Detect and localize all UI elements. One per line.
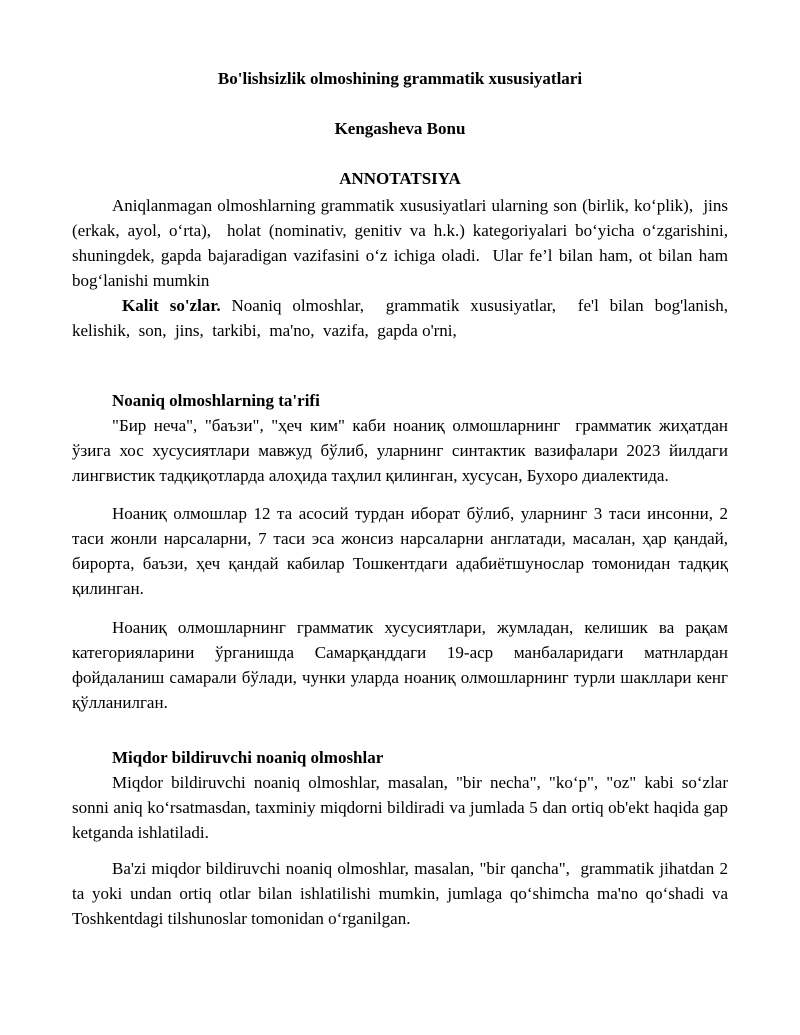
keywords-label: Kalit so'zlar. bbox=[122, 296, 221, 315]
annotation-paragraph: Aniqlanmagan olmoshlarning grammatik xususiyatlari ularning son (birlik, ko‘plik), jins (erkak, ayol, o‘rta), holat (nominativ, genitiv va h.k.) kategoriyalari bo‘yicha o‘zgarishini, shuningdek, gapda bajaradigan vazifasini o‘z ichiga oladi. Ular fe’l bilan ham, ot bilan ham bog‘lanishi mumkin bbox=[72, 196, 733, 290]
document-title: Bo'lishsizlik olmoshining grammatik xususiyatlari bbox=[217, 69, 583, 88]
annotation-heading: ANNOTATSIYA bbox=[339, 169, 461, 188]
keywords-text: Noaniq olmoshlar, grammatik xususiyatlar, fe'l bilan bog'lanish, kelishik, son, jins, tarkibi, ma'no, vazifa, gapda o'rni, bbox=[72, 296, 737, 340]
section-paragraph: Ноаниқ олмошларнинг грамматик хусусиятлари, жумладан, келишик ва рақам категорияларини ўрганишда Самарқанддаги 19-аср манбаларидаги матнлардан фойдаланиш самарали бўлади, чунки уларда ноаниқ олмошларнинг турли шакллари кенг қўлланилган. bbox=[72, 618, 733, 712]
section-paragraph: Ноаниқ олмошлар 12 та асосий турдан иборат бўлиб, уларнинг 3 таси инсонни, 2 таси жонли нарсаларни, 7 таси эса жонсиз нарсаларни англатади, масалан, ҳар қандай, бирорта, баъзи, ҳеч қандай кабилар Тошкентдаги адабиётшунослар томонидан тадқиқ қилинган. bbox=[72, 504, 733, 598]
section-heading-miqdor: Miqdor bildiruvchi noaniq olmoshlar bbox=[112, 748, 384, 767]
section-paragraph: Miqdor bildiruvchi noaniq olmoshlar, masalan, "bir necha", "ko‘p", "oz" kabi so‘zlar sonni aniq ko‘rsatmasdan, taxminiy miqdorni bildiradi va jumlada 5 dan ortiq ob'ekt haqida gap ketganda ishlatiladi. bbox=[72, 773, 733, 842]
section-miqdor-olmoshlar bbox=[72, 745, 733, 931]
section-noaniq-tarifi bbox=[72, 388, 737, 715]
section-paragraph: "Бир неча", "баъзи", "ҳеч ким" каби ноаниқ олмошларнинг грамматик жиҳатдан ўзига хос хусусиятлари мавжуд бўлиб, уларнинг синтактик вазифалари 2023 йилдаги лингвистик тадқиқотларда алоҳида таҳлил қилинган, хусусан, Бухоро диалектида. bbox=[72, 416, 737, 485]
section-paragraph: Ba'zi miqdor bildiruvchi noaniq olmoshlar, masalan, "bir qancha", grammatik jihatdan 2 ta yoki undan ortiq otlar bilan ishlatilishi mumkin, jumlaga qo‘shimcha ma'no qo‘shadi va Toshkentdagi tilshunoslar tomonidan o‘rganilgan. bbox=[72, 859, 733, 928]
author-name: Kengasheva Bonu bbox=[334, 119, 466, 138]
keywords-paragraph bbox=[72, 293, 737, 343]
section-heading-noaniq-tarifi: Noaniq olmoshlarning ta'rifi bbox=[112, 391, 320, 410]
